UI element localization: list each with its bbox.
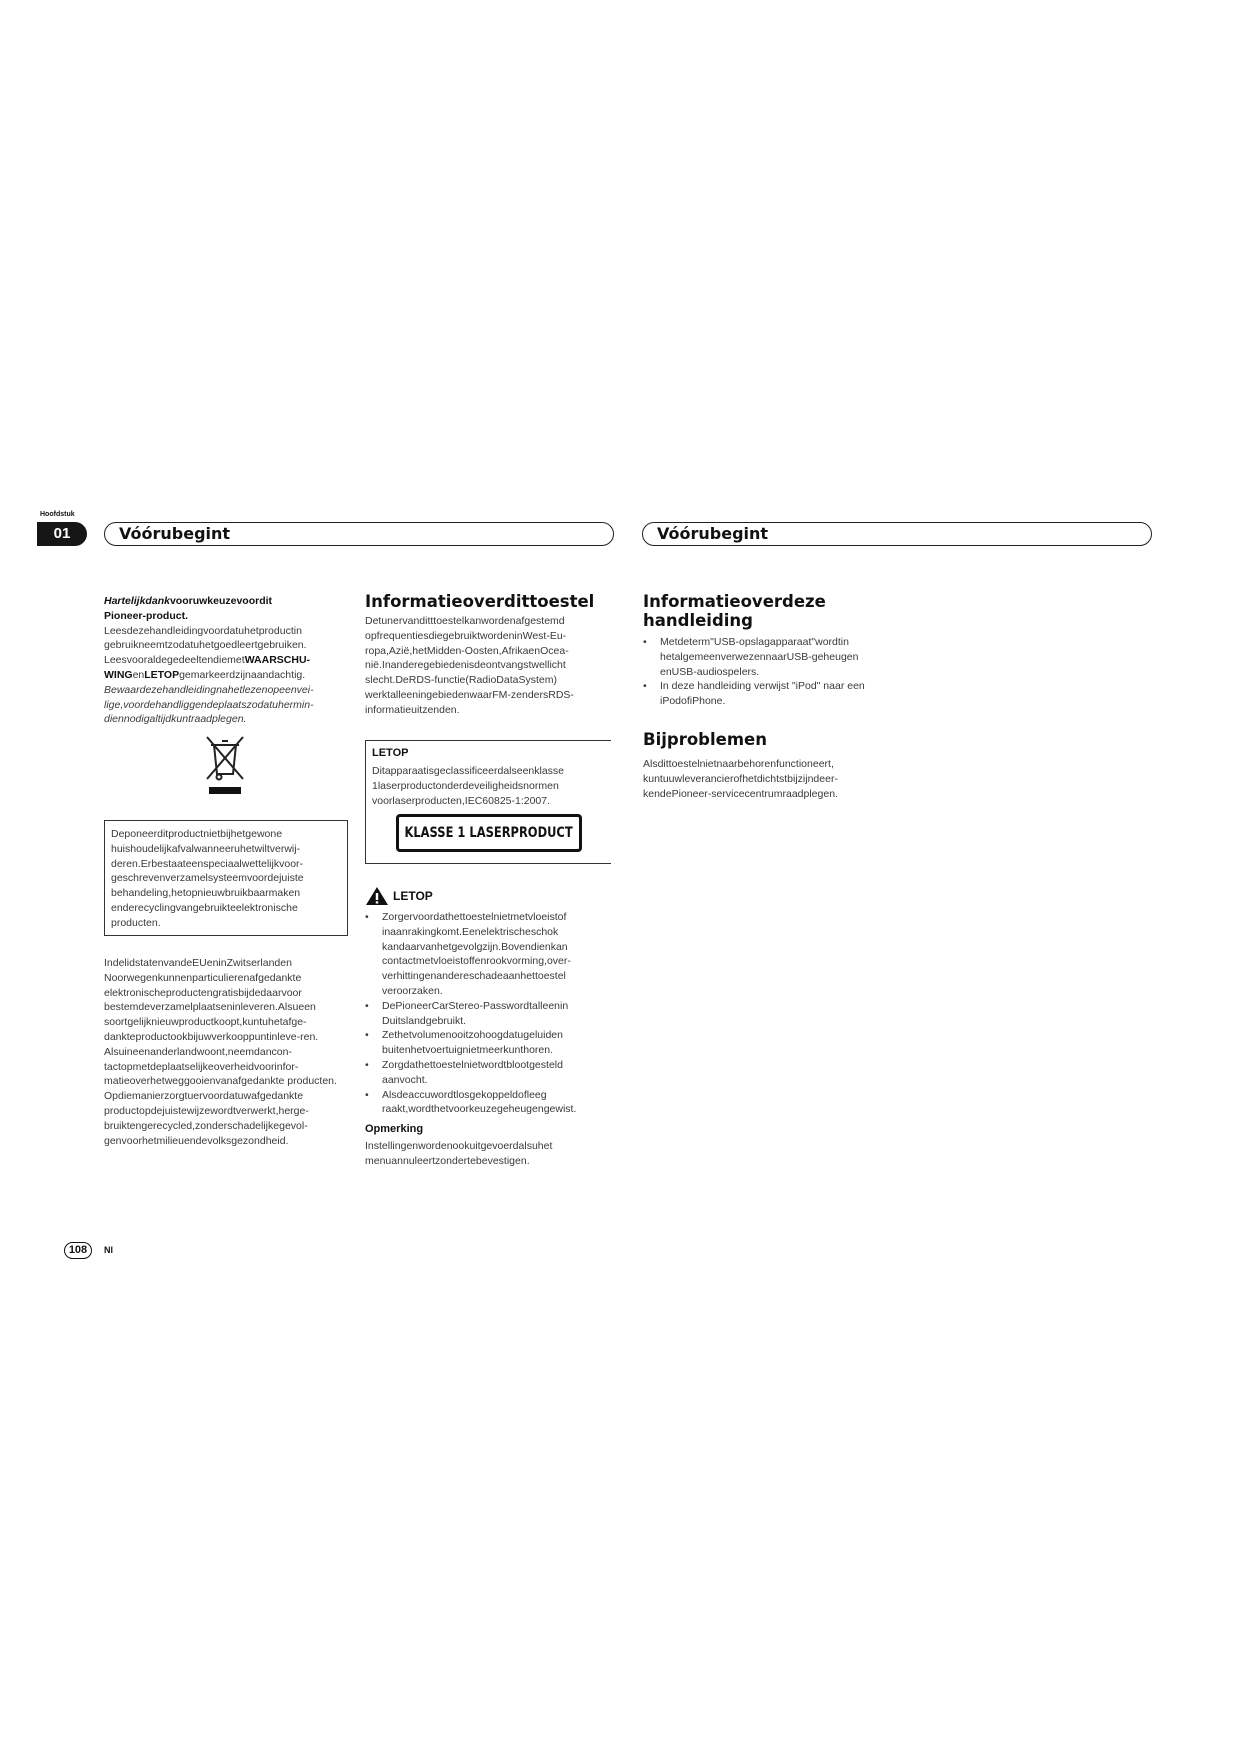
other-country-paragraph: Alsuineenanderlandwoont,neemdancon-tactopmetdeplaatselijkeoverheidvoorinfor-matieoverhetweggooienvanafgedankte producten. [104,1045,337,1088]
laser-caution-box [365,740,611,864]
intro-lead: Hartelijkdankvooruwkeuzevoordit Pioneer-product. [104,595,273,622]
section-header-left: Vóórubegint [104,522,614,546]
section-header-right: Vóórubegint [642,522,1152,546]
list-item: • Zorgdathettoestelnietwordtblootgesteld aanvocht. [365,1058,597,1088]
column-1-lower [104,956,340,1148]
column-1 [104,594,334,727]
list-item: • Metdeterm"USB-opslagapparaat"wordtin hetalgemeenverwezennaarUSB-geheugen enUSB-audiospelers. [643,635,883,679]
recycling-paragraph: Opdiemanierzorgtuervoordatuwafgedankte productopdejuistewijzewordtverwerkt,herge-bruiktengerecycled,zonderschadelijkegevol-genvoorhetmilieuendevolksgezondheid. [104,1090,309,1147]
note-section [365,1122,597,1168]
chapter-label: Hoofdstuk [40,511,75,518]
list-item: • Zethetvolumenooitzohoogdatugeluiden buitenhetvoertuignietmeerkunthoren. [365,1028,597,1058]
weee-box: Deponeerditproductnietbijhetgewone huishoudelijkafvalwanneeruhetwiltverwij-deren.Erbestaateenspeciaalwettelijkvoor-geschrevenverzamelsysteemvoordejuiste behandeling,hetopnieuwbruikbaarmaken enderecyclingvangebruikteelektronische producten. [104,820,348,936]
laser-caution-title: LETOP [372,747,409,759]
list-item: • Zorgervoordathettoestelnietmetvloeistof inaanrakingkomt.Eenelektrischeschok kandaarvanhetgevolgzijn.Bovendienkan contactmetvloeistoffenrookvorming,over-verhittingenandereschadeaanhettoestel veroorzaken. [365,910,597,999]
troubleshooting-heading: Bijproblemen [643,730,767,749]
page-number: 108 [64,1242,92,1259]
note-title: Opmerking [365,1123,424,1135]
troubleshooting-paragraph: Alsdittoestelnietnaarbehorenfunctioneert, kuntuuwleverancierofhetdichtstbijzijndeer-kendePioneer-servicecentrumraadplegen. [643,758,838,800]
intro-paragraph: Leesdezehandleidingvoordatuhetproductin gebruikneemtzodatuhetgoedleertgebruiken. LeesvooraldegedeeltendiemetWAARSCHU-WINGenLETOPgemarkeerdzijnaandachtig. [104,624,311,681]
chapter-number: 01 [37,522,87,546]
laser-caution-text: Ditapparaatisgeclassificeerdalseenklasse 1laserproductonderdeveiligheidsnormen voorlaserproducten,IEC60825-1:2007. [372,765,565,807]
device-info-paragraph: Detunervanditttoestelkanwordenafgestemd opfrequentiesdiegebruiktwordeninWest-Eu-ropa,Azië,hetMidden-Oosten,AfrikaenOcea-nië.Inanderegebiedenisdeontvangstwellicht slecht.DeRDS-functie(RadioDataSystem) werktalleeningebiedenwaarFM-zendersRDS-informatieuitzenden. [365,615,574,716]
list-item: • In deze handleiding verwijst "iPod" naar een iPodofiPhone. [643,679,883,709]
caution-heading: LETOP [365,886,433,906]
manual-info-list [643,635,883,709]
list-item: • Alsdeaccuwordtlosgekoppeldofleeg raakt,wordthetvoorkeuzegeheugengewist. [365,1088,597,1118]
crossed-bin-icon [203,733,247,795]
laser-class-label: KLASSE 1 LASERPRODUCT [396,814,582,852]
list-item: • DePioneerCarStereo-Passwordtalleenin Duitslandgebruikt. [365,999,597,1029]
warning-triangle-icon [365,886,389,906]
intro-italic-note: Bewaardezehandleidingnahetlezenopeenvei-lige,voordehandliggendeplaatszodatuhermin-diennodigaltijdkuntraadplegen. [104,683,314,726]
caution-list [365,910,597,1117]
language-code: Nl [104,1245,113,1255]
note-text: Instellingenwordenookuitgevoerdalsuhet menuannuleertzondertebevestigen. [365,1139,553,1167]
manual-info-heading: Informatieoverdeze handleiding [643,592,826,630]
eu-disposal-paragraph: IndelidstatenvandeEUeninZwitserlanden Noorwegenkunnenparticulierenafgedankte elektronischeproductengratisbijdedaarvoor bestemdeverzamelplaatseninleveren.Alsueen soortgelijknieuwproductkoopt,kuntuhetafge-dankteproductookbijuwverkooppuntinleve-ren. [104,957,319,1043]
device-info-heading: Informatieoverdittoestel [365,592,595,611]
